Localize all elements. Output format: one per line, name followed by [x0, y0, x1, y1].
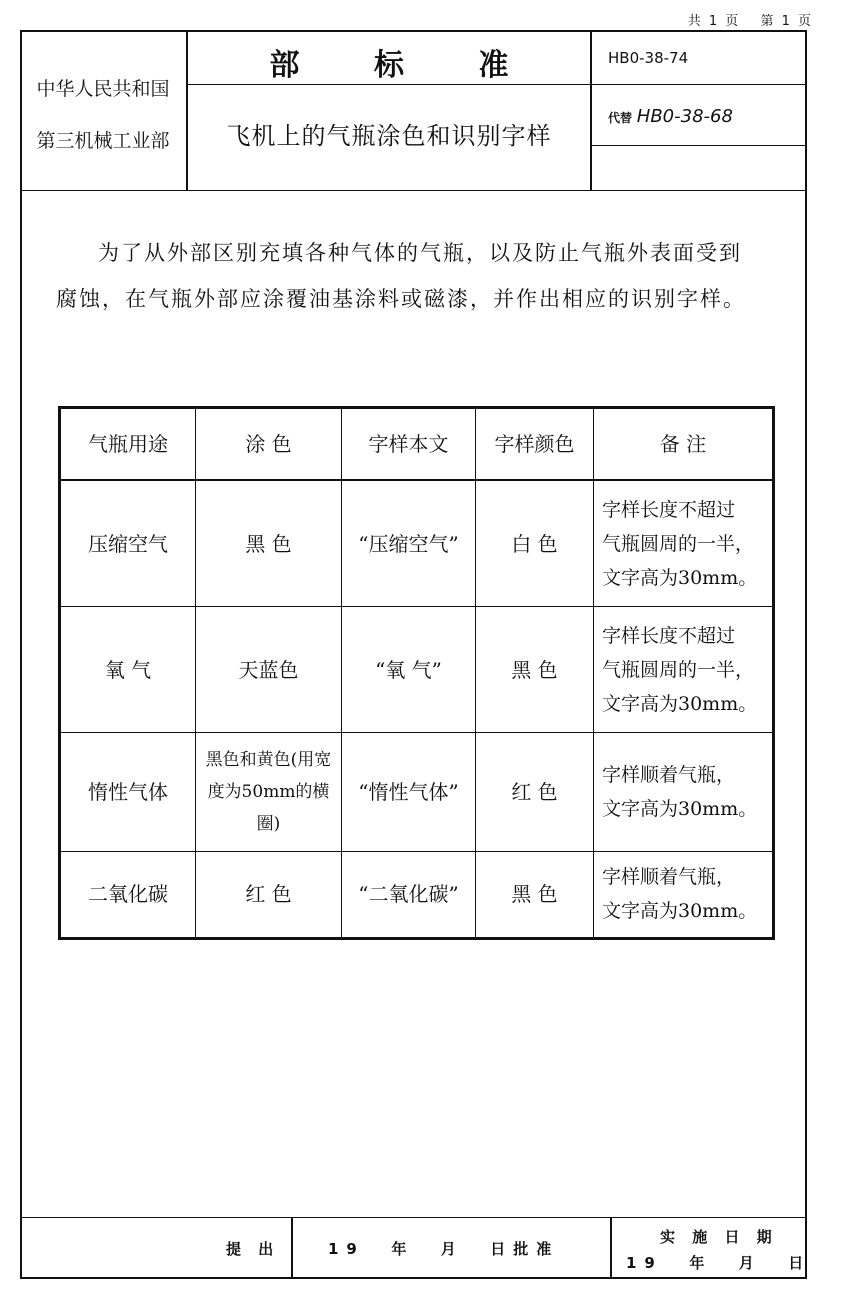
footer-top-line: [20, 1217, 807, 1218]
intro-line-1: 为了从外部区别充填各种气体的气瓶，以及防止气瓶外表面受到: [98, 241, 742, 265]
paint-line: 黑色和黄色(用宽: [205, 749, 332, 770]
cell-marking-color: 黑 色: [476, 851, 594, 938]
cell-marking-text: “压缩空气”: [342, 480, 476, 607]
footer-impl-date: 19 年 月 日: [626, 1254, 812, 1272]
cell-paint-color: 黑 色: [196, 480, 342, 607]
header-use: 气瓶用途: [60, 408, 196, 481]
cell-use: 氧 气: [60, 607, 196, 733]
header-marking-text: 字样本文: [342, 408, 476, 481]
std-char-2: 标: [374, 48, 404, 83]
frame-left: [20, 30, 22, 1279]
cell-remarks: [594, 732, 774, 851]
cell-marking-text: “二氧化碳”: [342, 851, 476, 938]
cell-remarks: [594, 851, 774, 938]
note-line: 字样顺着气瓶，: [602, 763, 736, 786]
org-line1: 中华人民共和国: [36, 78, 170, 100]
intro-line-2: 腐蚀，在气瓶外部应涂覆油基涂料或磁漆，并作出相应的识别字样。: [56, 287, 746, 311]
cell-remarks: [594, 607, 774, 733]
note-line: 气瓶圆周的一半，: [602, 532, 755, 555]
header-code-line: [592, 145, 807, 146]
frame-top: [20, 30, 807, 32]
document-title: 飞机上的气瓶涂色和识别字样: [226, 122, 552, 150]
cell-marking-color: 白 色: [476, 480, 594, 607]
header-divider-2: [590, 30, 592, 190]
standard-title: [188, 40, 590, 84]
cell-marking-text: “氧 气”: [342, 607, 476, 733]
intro-paragraph: [56, 230, 802, 322]
footer-impl-title: 实 施 日 期: [660, 1228, 778, 1246]
footer-proposed: 提 出: [226, 1240, 280, 1258]
frame-right: [805, 30, 807, 1279]
note-line: 文字高为30mm。: [602, 566, 758, 589]
note-line: 字样长度不超过: [602, 498, 736, 521]
cell-marking-text: “惰性气体”: [342, 732, 476, 851]
note-line: 文字高为30mm。: [602, 797, 758, 820]
note-line: 字样顺着气瓶，: [602, 866, 736, 889]
page-current: 第 1 页: [760, 14, 813, 29]
table-header-row: [60, 408, 774, 481]
cell-use: 惰性气体: [60, 732, 196, 851]
org-line2: 第三机械工业部: [36, 130, 170, 152]
table-row: [60, 732, 774, 851]
cell-paint-color: 天蓝色: [196, 607, 342, 733]
replaces-value: HB0-38-68: [636, 106, 733, 127]
header-marking-color: 字样颜色: [476, 408, 594, 481]
footer-approved: 19 年 月 日批准: [328, 1240, 560, 1258]
cell-marking-color: 黑 色: [476, 607, 594, 733]
cell-marking-color: 红 色: [476, 732, 594, 851]
footer-divider-1: [291, 1217, 293, 1278]
std-char-3: 准: [478, 48, 509, 83]
header-remarks: 备 注: [594, 408, 774, 481]
replaces-code: [608, 106, 733, 127]
table-row: [60, 851, 774, 938]
page-info: [674, 10, 813, 29]
header-mid-line: [188, 84, 807, 85]
note-line: 气瓶圆周的一半，: [602, 658, 755, 681]
replaces-label: 代替: [608, 111, 633, 125]
note-line: 文字高为30mm。: [602, 900, 758, 923]
cell-use: 二氧化碳: [60, 851, 196, 938]
paint-line: 度为50mm的横圈): [207, 781, 330, 834]
note-line: 字样长度不超过: [602, 624, 736, 647]
gas-cylinder-table: [58, 406, 775, 940]
frame-bottom: [20, 1277, 807, 1279]
std-char-1: 部: [269, 48, 300, 83]
cell-paint-color: [196, 732, 342, 851]
cell-use: 压缩空气: [60, 480, 196, 607]
table-row: [60, 607, 774, 733]
standard-code: HB0-38-74: [608, 49, 689, 67]
table-row: [60, 480, 774, 607]
note-line: 文字高为30mm。: [602, 692, 758, 715]
footer-divider-2: [610, 1217, 612, 1278]
cell-paint-color: 红 色: [196, 851, 342, 938]
header-paint-color: 涂 色: [196, 408, 342, 481]
header-bottom-line: [20, 190, 807, 191]
cell-remarks: [594, 480, 774, 607]
page-total: 共 1 页: [687, 14, 741, 29]
